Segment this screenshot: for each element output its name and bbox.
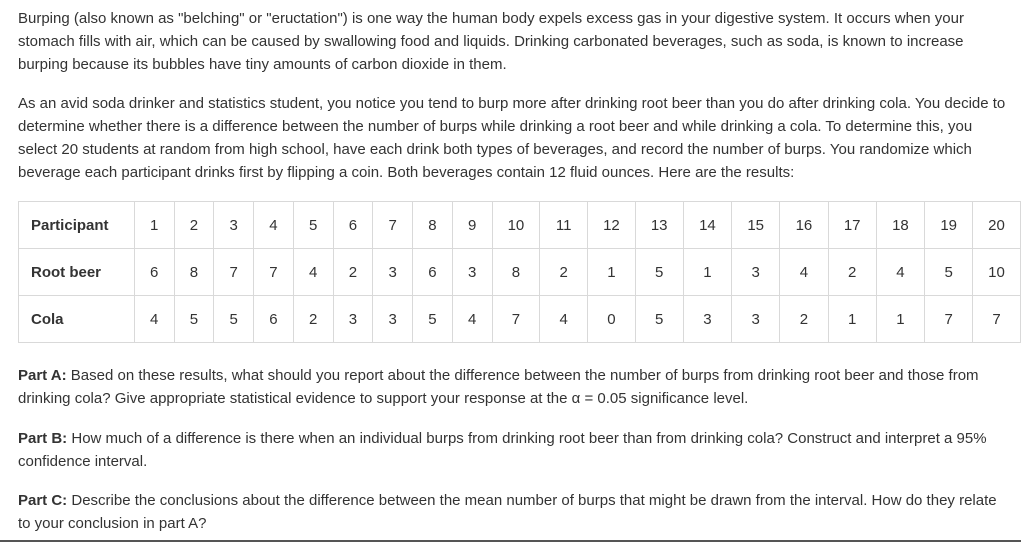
table-cell: 3: [452, 249, 492, 296]
part-b-label: Part B:: [18, 430, 68, 447]
table-cell: 1: [828, 296, 876, 343]
table-cell: 7: [214, 249, 254, 296]
table-cell: 3: [373, 249, 413, 296]
table-cell: 6: [333, 202, 373, 249]
table-cell: 18: [876, 202, 925, 249]
table-cell: 12: [588, 202, 636, 249]
table-cell: 5: [925, 249, 973, 296]
table-cell: 3: [683, 296, 732, 343]
table-cell: 0: [588, 296, 636, 343]
table-cell: 11: [540, 202, 588, 249]
table-cell: 7: [492, 296, 540, 343]
table-cell: 7: [973, 296, 1021, 343]
part-a-text: Based on these results, what should you report about the difference between the number of burps from drinking root beer and those from drinking cola? Give appropriate statistical evidence to support your response at the α = 0.05 significance level.: [18, 367, 979, 407]
table-cell: 5: [635, 296, 683, 343]
table-cell: 4: [293, 249, 333, 296]
part-a: [18, 364, 1013, 410]
table-cell: 13: [635, 202, 683, 249]
table-row: [19, 249, 1021, 296]
table-cell: 1: [683, 249, 732, 296]
table-row: [19, 202, 1021, 249]
table-cell: 1: [588, 249, 636, 296]
table-cell: 5: [413, 296, 453, 343]
table-cell: 5: [293, 202, 333, 249]
table-cell: 7: [254, 249, 294, 296]
part-b-text: How much of a difference is there when an individual burps from drinking root beer than from drinking cola? Construct and interpret a 95% confidence interval.: [18, 430, 987, 470]
table-cell: 3: [333, 296, 373, 343]
row-header: Participant: [19, 202, 135, 249]
results-table: [18, 201, 1021, 343]
table-cell: 8: [492, 249, 540, 296]
table-cell: 2: [333, 249, 373, 296]
table-cell: 10: [973, 249, 1021, 296]
table-cell: 4: [780, 249, 829, 296]
table-cell: 9: [452, 202, 492, 249]
part-c-label: Part C:: [18, 492, 68, 509]
table-cell: 4: [452, 296, 492, 343]
table-cell: 2: [780, 296, 829, 343]
part-a-label: Part A:: [18, 367, 67, 384]
part-b: [18, 427, 1013, 473]
table-cell: 2: [174, 202, 214, 249]
table-cell: 5: [635, 249, 683, 296]
table-cell: 3: [214, 202, 254, 249]
table-cell: 3: [373, 296, 413, 343]
table-cell: 2: [828, 249, 876, 296]
part-c-text: Describe the conclusions about the difference between the mean number of burps that might be drawn from the interval. How do they relate to your conclusion in part A?: [18, 492, 997, 532]
row-header: Root beer: [19, 249, 135, 296]
table-cell: 2: [540, 249, 588, 296]
table-cell: 6: [254, 296, 294, 343]
table-cell: 4: [134, 296, 174, 343]
scenario-paragraph: As an avid soda drinker and statistics student, you notice you tend to burp more after drinking root beer than you do after drinking cola. You decide to determine whether there is a difference between the number of burps while drinking a root beer and while drinking a cola. To determine this, you select 20 students at random from high school, have each drink both types of beverages, and record the number of burps. You randomize which beverage each participant drinks first by flipping a coin. Both beverages contain 12 fluid ounces. Here are the results:: [18, 95, 1006, 181]
table-cell: 2: [293, 296, 333, 343]
table-row: [19, 296, 1021, 343]
table-cell: 1: [876, 296, 925, 343]
row-header: Cola: [19, 296, 135, 343]
table-cell: 20: [973, 202, 1021, 249]
table-cell: 4: [254, 202, 294, 249]
part-c: [18, 489, 1013, 535]
table-cell: 5: [214, 296, 254, 343]
table-cell: 7: [373, 202, 413, 249]
table-cell: 15: [732, 202, 780, 249]
table-cell: 8: [174, 249, 214, 296]
table-cell: 5: [174, 296, 214, 343]
table-cell: 4: [540, 296, 588, 343]
table-cell: 8: [413, 202, 453, 249]
table-cell: 10: [492, 202, 540, 249]
table-cell: 6: [134, 249, 174, 296]
table-cell: 3: [732, 249, 780, 296]
table-cell: 19: [925, 202, 973, 249]
table-cell: 16: [780, 202, 829, 249]
table-cell: 7: [925, 296, 973, 343]
table-cell: 17: [828, 202, 876, 249]
table-cell: 1: [134, 202, 174, 249]
table-cell: 4: [876, 249, 925, 296]
table-cell: 14: [683, 202, 732, 249]
table-cell: 3: [732, 296, 780, 343]
table-cell: 6: [413, 249, 453, 296]
intro-paragraph: Burping (also known as "belching" or "eructation") is one way the human body expels excess gas in your digestive system. It occurs when your stomach fills with air, which can be caused by swallowing food and liquids. Drinking carbonated beverages, such as soda, is known to increase burping because its bubbles have tiny amounts of carbon dioxide in them.: [18, 10, 964, 73]
